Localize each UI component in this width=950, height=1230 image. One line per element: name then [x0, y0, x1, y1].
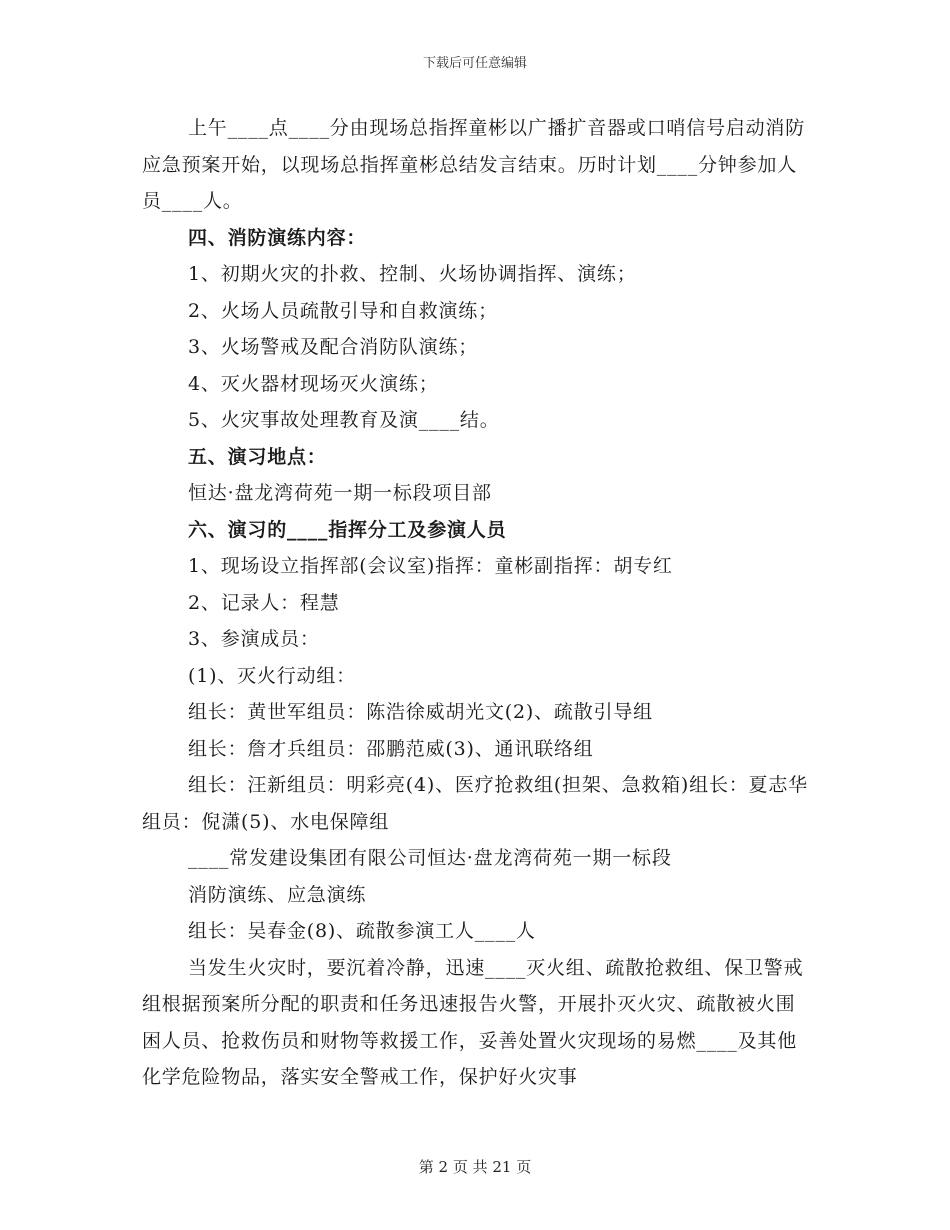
list-item: 组长：黄世军组员：陈浩徐威胡光文(2)、疏散引导组 — [188, 701, 653, 723]
list-item: 1、现场设立指挥部(会议室)指挥：童彬副指挥：胡专红 — [188, 555, 673, 577]
paragraph-group-leaders: 组长：汪新组员：明彩亮(4)、医疗抢救组(担架、急救箱)组长：夏志华组员：倪潇(5)、水电保障组 — [142, 774, 808, 833]
company-line: ____常发建设集团有限公司恒达·盘龙湾荷苑一期一标段 — [188, 847, 672, 869]
page-header: 下载后可任意编辑 — [422, 56, 527, 71]
list-item: 组长：詹才兵组员：邵鹏范威(3)、通讯联络组 — [188, 737, 594, 760]
list-item: (1)、灭火行动组： — [188, 664, 356, 687]
heading-command-division: 六、演习的____指挥分工及参演人员 — [188, 518, 507, 541]
list-item: 组长：吴春金(8)、疏散参演工人____人 — [188, 920, 536, 942]
paragraph-fire-response: 当发生火灾时，要沉着冷静，迅速____灭火组、疏散抢救组、保卫警戒组根据预案所分配的职责和任务迅速报告火警，开展扑灭火灾、疏散被火围困人员、抢救伤员和财物等救援工作，妥善处置火灾现场的易燃____及其他化学危险物品，落实安全警戒工作，保护好火灾事 — [142, 956, 804, 1088]
document-body — [142, 110, 810, 1096]
list-item: 2、火场人员疏散引导和自救演练； — [188, 299, 498, 322]
page-footer: 第 2 页 共 21 页 — [418, 1158, 532, 1176]
heading-drill-content: 四、消防演练内容： — [188, 226, 367, 249]
list-item: 4、灭火器材现场灭火演练； — [188, 372, 439, 395]
list-item: 1、初期火灾的扑救、控制、火场协调指挥、演练； — [188, 263, 637, 285]
list-item: 3、火场警戒及配合消防队演练； — [188, 336, 479, 358]
drill-title-line: 消防演练、应急演练 — [188, 883, 367, 906]
heading-drill-location: 五、演习地点： — [188, 445, 327, 468]
list-item: 5、火灾事故处理教育及演____结。 — [188, 409, 500, 431]
paragraph-schedule: 上午____点____分由现场总指挥童彬以广播扩音器或口哨信号启动消防应急预案开始，以现场总指挥童彬总结发言结束。历时计划____分钟参加人员____人。 — [142, 117, 806, 212]
location-text: 恒达·盘龙湾荷苑一期一标段项目部 — [188, 482, 492, 504]
list-item: 2、记录人：程慧 — [188, 591, 340, 614]
list-item: 3、参演成员： — [188, 628, 320, 650]
